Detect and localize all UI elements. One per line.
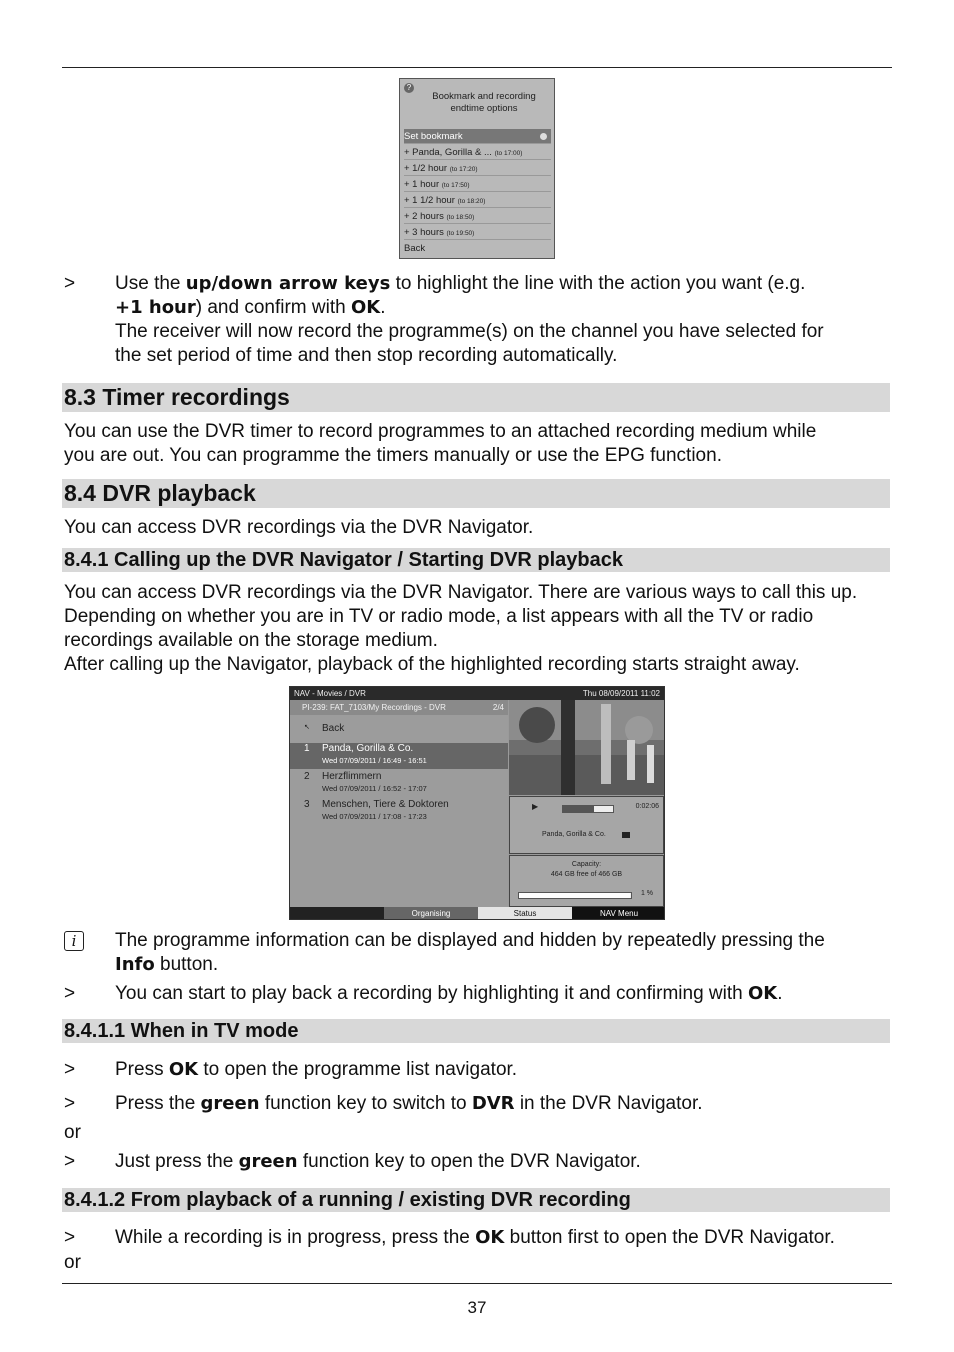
playback-status-panel: ▶ 0:02:06 Panda, Gorilla & Co.: [509, 796, 664, 854]
timer-recordings-text: You can use the DVR timer to record programmes to an attached recording medium while you are out. You can programme the timers manually or use the EPG function.: [64, 421, 817, 466]
key-ok: OK: [475, 1227, 505, 1248]
selected-dot-icon: [540, 133, 547, 140]
footer-status-button[interactable]: Status: [478, 907, 572, 920]
heading-tv-mode: 8.4.1.1 When in TV mode: [62, 1019, 890, 1043]
menu-title: Bookmark and recording endtime options: [432, 91, 536, 114]
play-icon: ▶: [532, 802, 539, 811]
dvr-recording-list: [290, 715, 508, 907]
key-ok: OK: [168, 1059, 199, 1080]
dvr-recording-item[interactable]: 1 Panda, Gorilla & Co. Wed 07/09/2011 / 16:49 - 16:51: [290, 743, 508, 769]
help-icon: ?: [404, 83, 414, 93]
key-ok: OK: [748, 983, 778, 1004]
menu-item-half-hour[interactable]: + 1/2 hour (to 17:20): [404, 161, 551, 176]
key-green: green: [238, 1151, 298, 1172]
key-up-down-arrow: up/down arrow keys: [185, 273, 391, 294]
bullet-marker: >: [64, 273, 76, 294]
heading-timer-recordings: 8.3 Timer recordings: [62, 383, 890, 412]
dvr-path-bar: PI-239: FAT_7103/My Recordings - DVR 2/4: [290, 700, 508, 715]
heading-from-playback: 8.4.1.2 From playback of a running / existing DVR recording: [62, 1188, 890, 1212]
key-ok: OK: [350, 297, 381, 318]
heading-calling-dvr-navigator: 8.4.1 Calling up the DVR Navigator / Starting DVR playback: [62, 548, 890, 572]
capacity-bar: [518, 892, 632, 899]
playback-progress-bar: [562, 805, 614, 813]
menu-item-programme[interactable]: + Panda, Gorilla & ... (to 17:00): [404, 145, 551, 160]
dvr-footer-bar: [290, 907, 664, 920]
menu-item-three-hours[interactable]: + 3 hours (to 19:50): [404, 225, 551, 240]
menu-item-back[interactable]: Back: [404, 243, 426, 254]
bullet-marker: >: [64, 1151, 76, 1172]
back-arrow-icon: ↖: [304, 724, 310, 731]
dvr-playback-text: You can access DVR recordings via the DVR Navigator.: [64, 517, 534, 538]
menu-item-one-hour[interactable]: + 1 hour (to 17:50): [404, 177, 551, 192]
video-preview-image: [509, 700, 665, 795]
heading-dvr-playback: 8.4 DVR playback: [62, 479, 890, 508]
playback-progress-fill: [563, 806, 594, 812]
footer-organising-button[interactable]: Organising: [384, 907, 478, 920]
dvr-back-item[interactable]: ↖ Back: [304, 723, 345, 734]
bottom-rule: [62, 1283, 892, 1284]
dvr-recording-item[interactable]: 3 Menschen, Tiere & Doktoren Wed 07/09/2011 / 17:08 - 17:23: [304, 799, 449, 821]
calling-dvr-navigator-text: You can access DVR recordings via the DVR Navigator. There are various ways to call this up. Depending on whether you are in TV or radio mode, a list appears with all the TV or radio recordings available on the storage medium. After calling up the Navigator, playback of the highlighted recording starts straight away.: [64, 582, 858, 675]
bookmark-options-menu: [399, 78, 555, 259]
video-preview: [509, 700, 665, 795]
dvr-top-bar: NAV - Movies / DVR Thu 08/09/2011 11:02: [290, 687, 664, 700]
page-number: 37: [467, 1298, 487, 1317]
dvr-recording-item[interactable]: 2 Herzflimmern Wed 07/09/2011 / 16:52 - 17:07: [304, 771, 427, 793]
info-icon: i: [64, 929, 104, 953]
capacity-bar-fill: [519, 893, 630, 898]
menu-item-one-half-hour[interactable]: + 1 1/2 hour (to 18:20): [404, 193, 551, 208]
key-dvr: DVR: [471, 1093, 515, 1114]
key-green: green: [200, 1093, 260, 1114]
dvr-navigator-screenshot: [289, 686, 665, 920]
or-text: or: [64, 1122, 81, 1143]
key-info: Info: [115, 954, 155, 975]
menu-item-two-hours[interactable]: + 2 hours (to 18:50): [404, 209, 551, 224]
capacity-panel: Capacity: 464 GB free of 466 GB 1 %: [509, 855, 664, 907]
key-plus-one-hour: +1 hour: [115, 297, 196, 318]
bullet-marker: >: [64, 1059, 76, 1080]
bullet-marker: >: [64, 983, 76, 1004]
top-rule: [62, 67, 892, 68]
footer-nav-menu-button[interactable]: NAV Menu: [572, 907, 665, 920]
bullet-marker: >: [64, 1093, 76, 1114]
hd-icon: [622, 832, 630, 838]
bullet-marker: >: [64, 1227, 76, 1248]
or-text: or: [64, 1252, 81, 1273]
menu-item-set-bookmark[interactable]: Set bookmark: [404, 129, 551, 144]
